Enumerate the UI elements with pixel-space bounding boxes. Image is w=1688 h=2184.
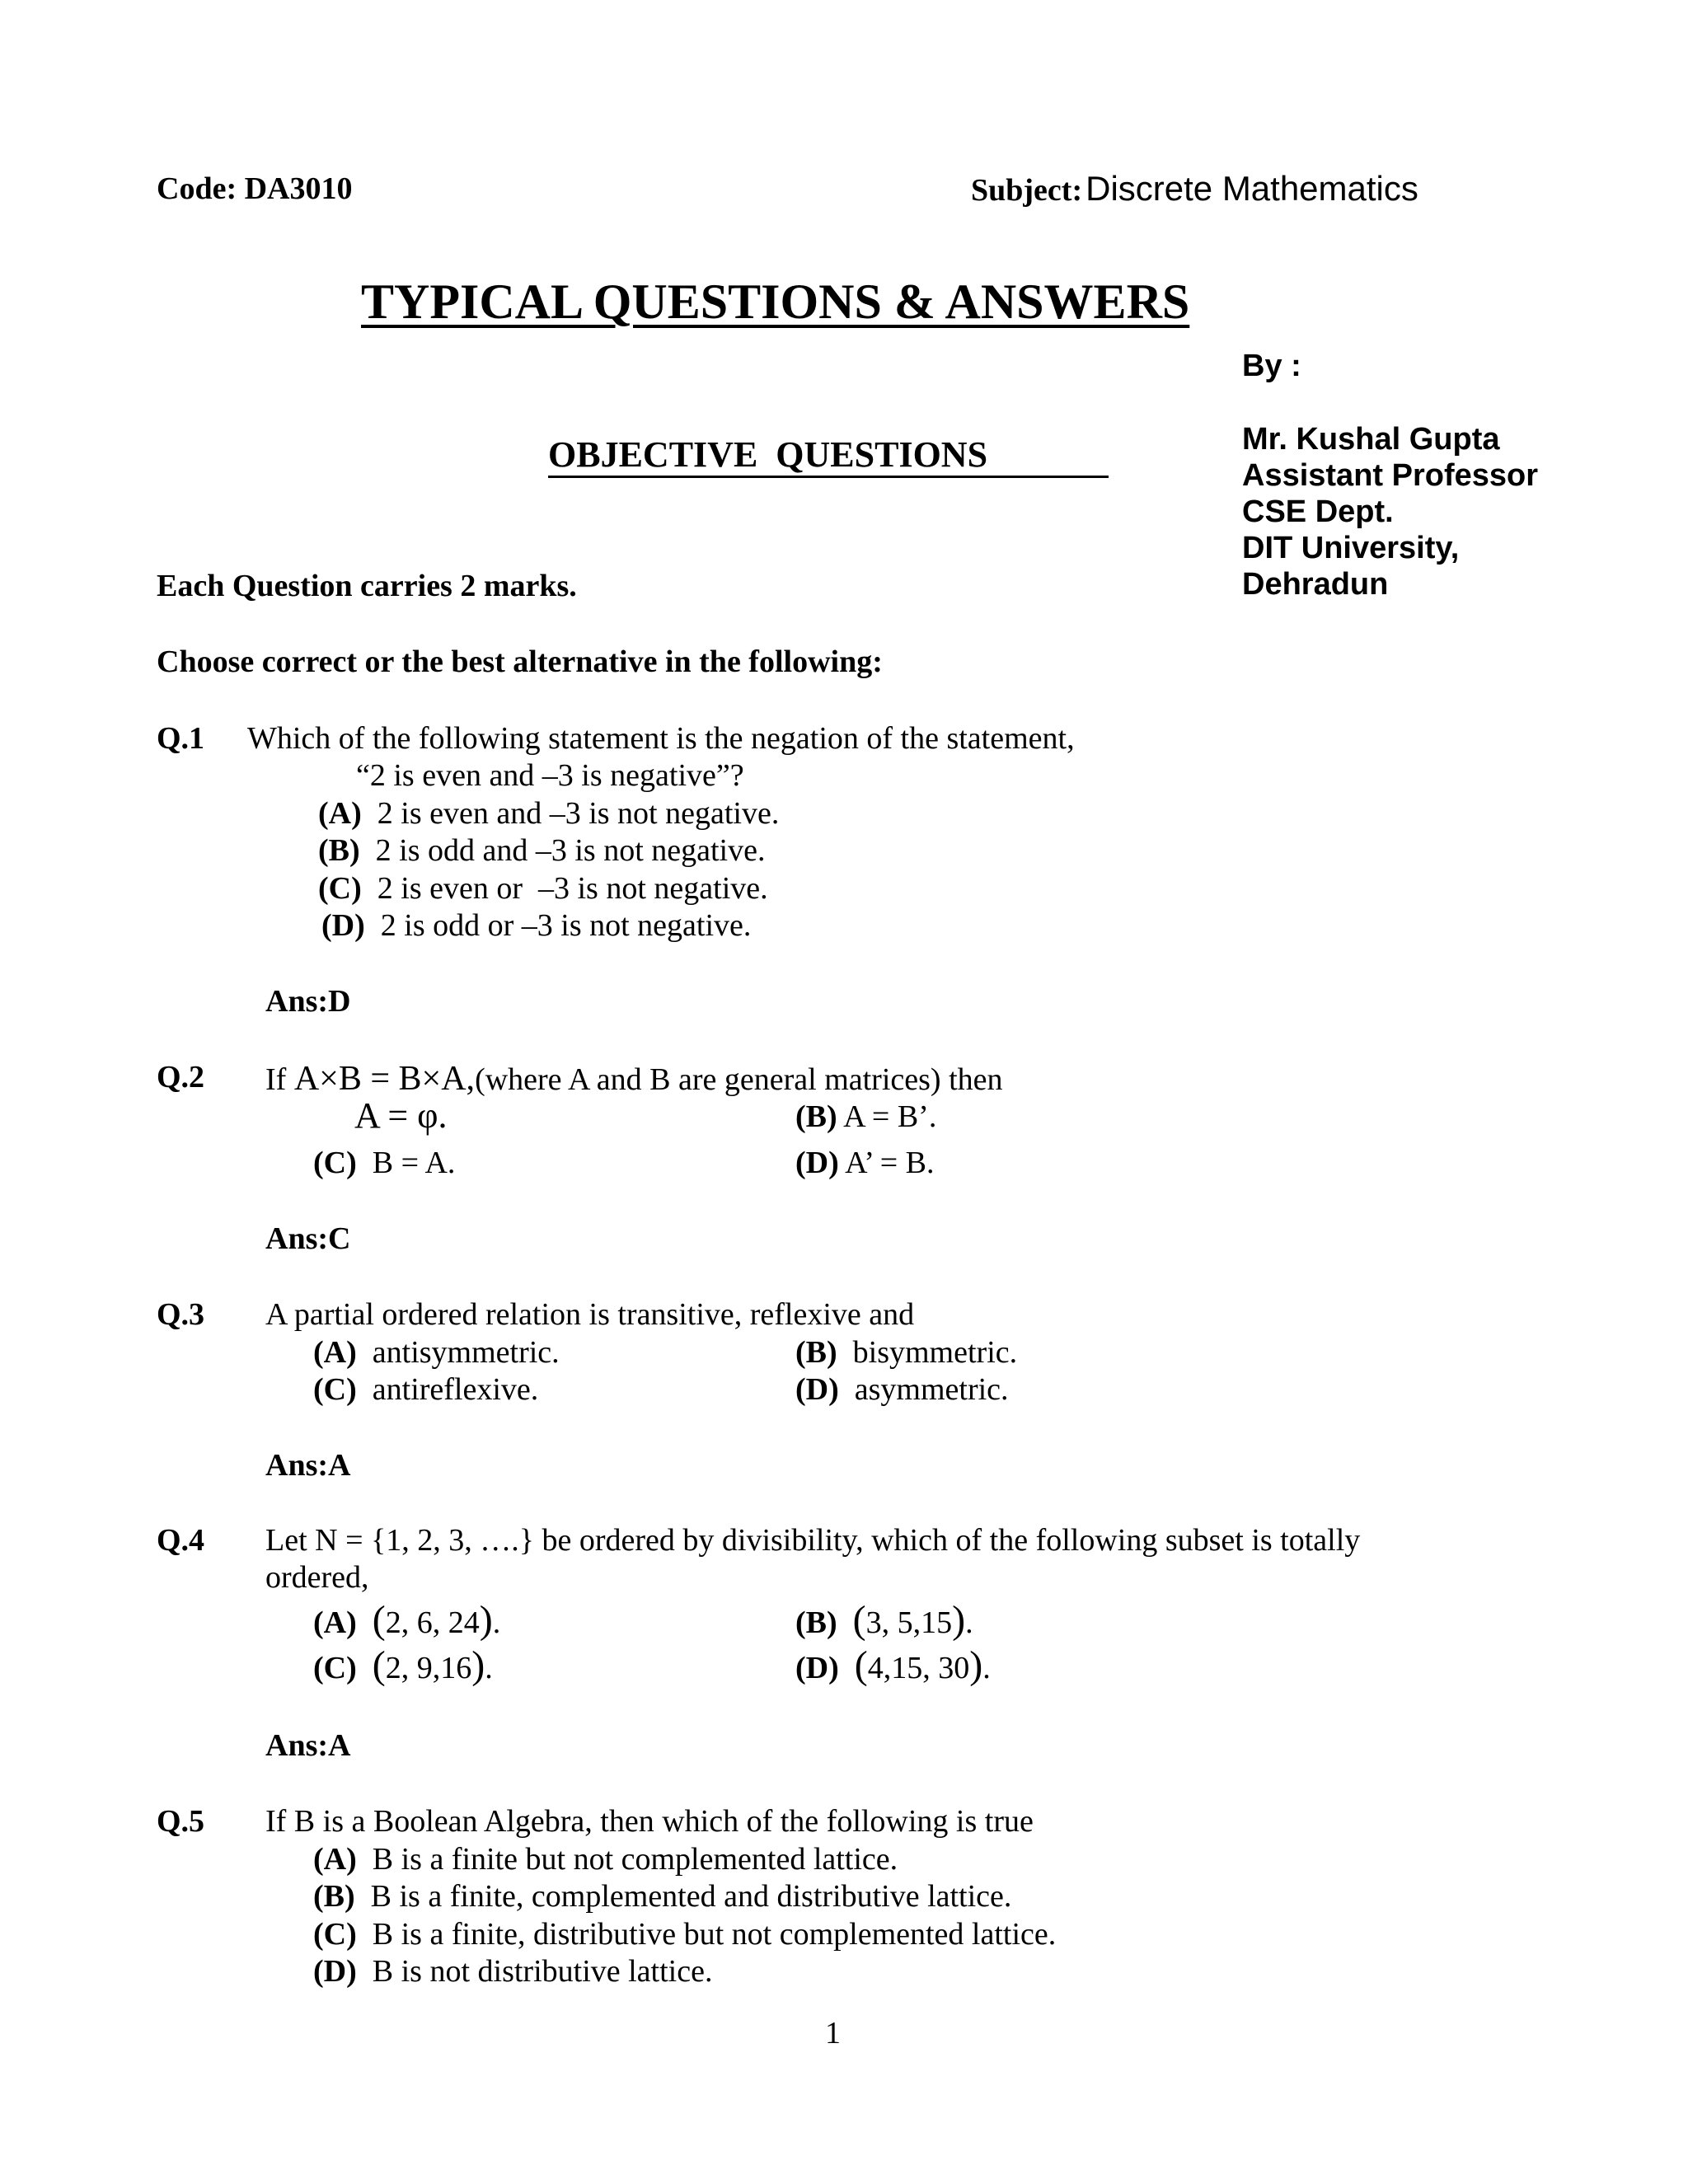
option-text: asymmetric.	[854, 1372, 1009, 1407]
option-label: (D)	[313, 1954, 357, 1989]
option-d	[795, 1147, 935, 1179]
question-number: Q.1	[157, 721, 205, 756]
option-text: B is not distributive lattice.	[372, 1954, 713, 1989]
option-label: (B)	[318, 833, 360, 868]
option-label: (D)	[321, 908, 365, 943]
option-text: 2 is odd or –3 is not negative.	[380, 908, 752, 943]
question-text: Let N = {1, 2, 3, ….} be ordered by divisibility, which of the following subset is totally	[265, 1523, 1361, 1558]
option-label: (D)	[795, 1651, 839, 1685]
author-block	[1242, 421, 1538, 602]
option-text: 2, 9,16	[385, 1651, 472, 1685]
question-text: Which of the following statement is the negation of the statement,	[247, 721, 1075, 756]
author-name: Mr. Kushal Gupta	[1242, 422, 1500, 457]
section-title: OBJECTIVE QUESTIONS	[548, 434, 988, 475]
answer: Ans:C	[265, 1221, 351, 1256]
option-label: (B)	[795, 1099, 837, 1134]
option-text: 3, 5,15	[865, 1605, 953, 1640]
option-a: (A) (2, 6, 24).	[313, 1598, 501, 1642]
option-text: B = A.	[372, 1146, 456, 1180]
option-text: bisymmetric.	[852, 1335, 1018, 1370]
option-label: (B)	[313, 1879, 355, 1914]
page-number: 1	[825, 2016, 841, 2050]
question-number: Q.2	[157, 1060, 205, 1094]
question-text-cont: ordered,	[265, 1560, 369, 1595]
option-a	[318, 798, 779, 829]
option-c	[313, 1147, 455, 1179]
section-title-underline	[548, 476, 1109, 478]
option-b	[795, 1101, 936, 1132]
subject-label: Subject:	[971, 173, 1083, 208]
option-label: (B)	[795, 1335, 837, 1370]
option-text: antisymmetric.	[372, 1335, 560, 1370]
option-label: (C)	[313, 1372, 357, 1407]
subject-value: Discrete Mathematics	[1085, 169, 1418, 208]
option-text: antireflexive.	[372, 1372, 539, 1407]
author-city: Dehradun	[1242, 567, 1389, 602]
option-a	[313, 1337, 560, 1368]
option-d	[795, 1374, 1009, 1405]
instruction: Choose correct or the best alternative in the following:	[157, 644, 883, 679]
option-c	[318, 873, 768, 904]
option-b	[313, 1881, 1011, 1912]
option-text: 2 is even and –3 is not negative.	[377, 796, 780, 831]
author-by: By :	[1242, 349, 1301, 383]
option-label: (A)	[313, 1335, 357, 1370]
option-b: (B) (3, 5,15).	[795, 1598, 973, 1642]
option-text: 2 is even or –3 is not negative.	[377, 871, 768, 906]
option-d: (D) (4,15, 30).	[795, 1643, 991, 1687]
question-math: A×B = B×A,	[293, 1060, 476, 1098]
question-number: Q.4	[157, 1523, 205, 1558]
option-label: (C)	[313, 1651, 357, 1685]
option-text: A = φ.	[354, 1095, 448, 1136]
answer: Ans:D	[265, 984, 351, 1019]
option-label: (C)	[313, 1917, 357, 1952]
question-number: Q.5	[157, 1804, 205, 1839]
page-title: TYPICAL QUESTIONS & ANSWERS	[361, 274, 1190, 329]
question-prefix: If	[265, 1062, 287, 1097]
answer: Ans:A	[265, 1728, 351, 1763]
question-text	[265, 1062, 1003, 1096]
option-a	[313, 1844, 898, 1875]
option-label: (A)	[313, 1605, 357, 1640]
option-text: A = B’.	[843, 1099, 937, 1134]
question-text-quote: “2 is even and –3 is negative”?	[356, 758, 744, 793]
option-label: (C)	[313, 1146, 357, 1180]
author-dept: CSE Dept.	[1242, 494, 1394, 529]
option-text: 4,15, 30	[867, 1651, 970, 1685]
option-text: B is a finite, complemented and distributive lattice.	[370, 1879, 1012, 1914]
option-a	[354, 1095, 448, 1136]
marks-note: Each Question carries 2 marks.	[157, 569, 577, 603]
option-b	[795, 1337, 1017, 1368]
option-c	[313, 1374, 538, 1405]
option-text: 2 is odd and –3 is not negative.	[375, 833, 766, 868]
question-text: If B is a Boolean Algebra, then which of the following is true	[265, 1804, 1034, 1839]
subject-line	[971, 169, 1418, 209]
option-label: (A)	[318, 796, 362, 831]
option-label: (B)	[795, 1605, 837, 1640]
option-b	[318, 835, 766, 866]
option-c	[313, 1919, 1056, 1950]
question-number: Q.3	[157, 1297, 205, 1332]
option-d	[321, 910, 751, 941]
option-text: 2, 6, 24	[385, 1605, 480, 1640]
answer: Ans:A	[265, 1448, 351, 1483]
option-label: (D)	[795, 1146, 839, 1180]
question-text: A partial ordered relation is transitive, reflexive and	[265, 1297, 915, 1332]
author-designation: Assistant Professor	[1242, 458, 1539, 493]
option-d	[313, 1956, 712, 1987]
option-text: A’ = B.	[845, 1146, 935, 1180]
course-code: Code: DA3010	[157, 171, 353, 206]
option-label: (D)	[795, 1372, 839, 1407]
option-label: (C)	[318, 871, 362, 906]
option-text: B is a finite but not complemented lattice.	[372, 1842, 898, 1877]
option-text: B is a finite, distributive but not complemented lattice.	[372, 1917, 1057, 1952]
option-c: (C) (2, 9,16).	[313, 1643, 493, 1687]
question-suffix: (where A and B are general matrices) then	[475, 1062, 1003, 1097]
author-university: DIT University,	[1242, 531, 1460, 565]
option-label: (A)	[313, 1842, 357, 1877]
